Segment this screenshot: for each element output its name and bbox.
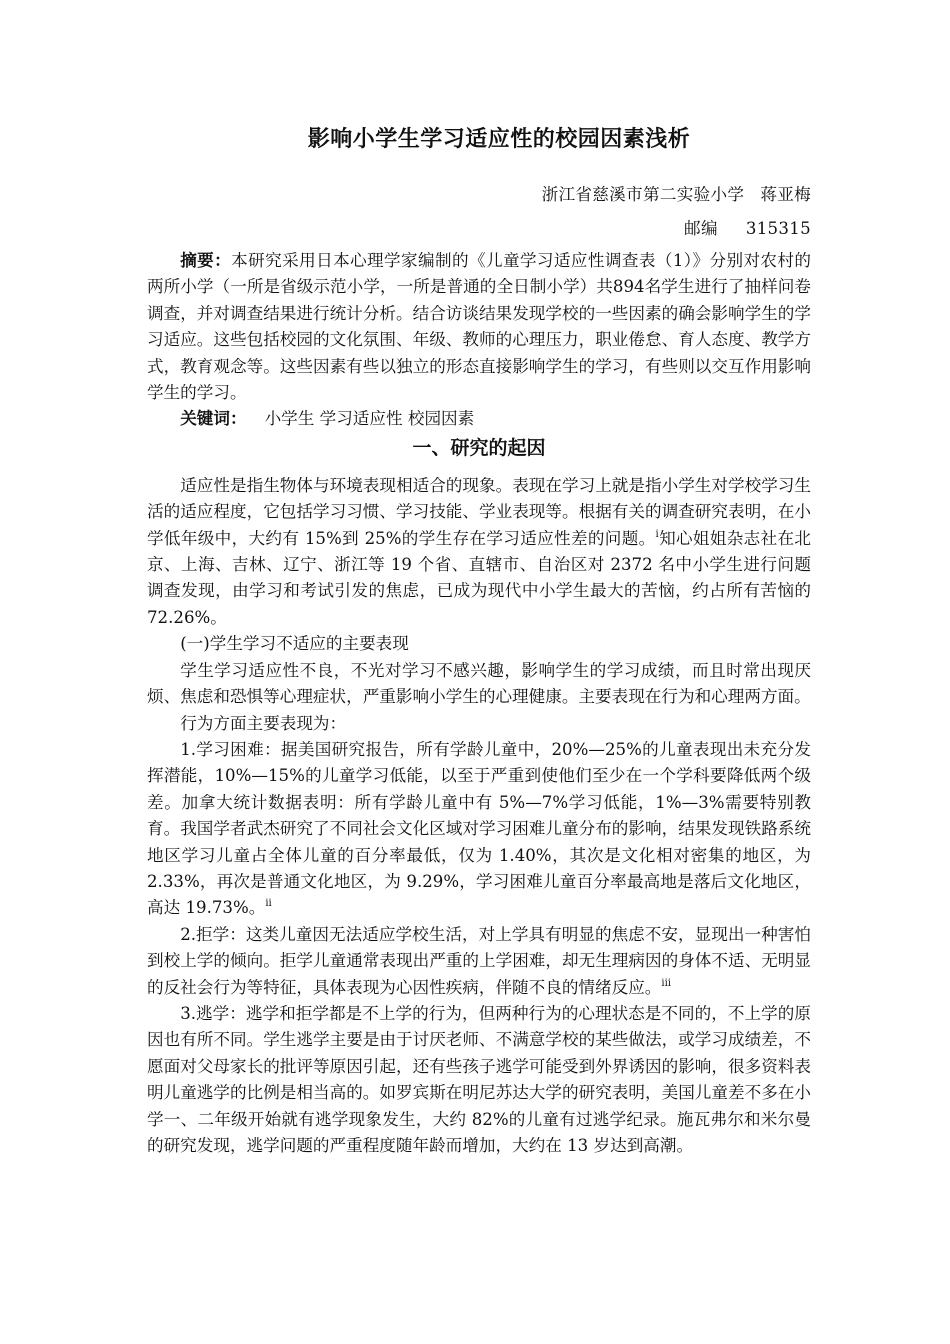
postal-code: 315315 bbox=[745, 219, 811, 238]
paragraph-text-cont: 知心姐姐杂志社在北京、上海、吉林、辽宁、浙江等 19 个省、直辖市、自治区对 2372 名中小学生进行问题调查发现，由学习和考试引发的焦虑，已成为现代中小学生最大的苦恼，约占所有苦恼的 72.26%。 bbox=[147, 528, 812, 627]
abstract-text: 本研究采用日本心理学家编制的《儿童学习适应性调查表（1）》分别对农村的两所小学（一所是省级示范小学，一所是普通的全日制小学）共894名学生进行了抽样问卷调查，并对调查结果进行统计分析。结合访谈结果发现学校的一些因素的确会影响学生的学习适应。这些包括校园的文化氛围、年级、教师的心理压力，职业倦怠、育人态度、教学方式，教育观念等。这些因素有些以独立的形态直接影响学生的学习，有些则以交互作用影响学生的学习。 bbox=[147, 251, 811, 403]
body-paragraph-3: 行为方面主要表现为： bbox=[180, 713, 347, 733]
body-paragraph-1 bbox=[147, 473, 811, 631]
abstract-label: 摘要： bbox=[180, 251, 232, 270]
paper-title: 影响小学生学习适应性的校园因素浅析 bbox=[307, 127, 691, 152]
abstract-paragraph bbox=[147, 248, 811, 406]
keywords-text: 小学生 学习适应性 校园因素 bbox=[264, 409, 475, 429]
footnote-ref-iii: iii bbox=[661, 977, 672, 989]
list-item-3: 3.逃学：逃学和拒学都是不上学的行为，但两种行为的心理状态是不同的，不上学的原因也有所不同。学生逃学主要是由于讨厌老师、不满意学校的某些做法，或学习成绩差，不愿面对父母家长的批评等原因引起，还有些孩子逃学可能受到外界诱因的影响，很多资料表明儿童逃学的比例是相当高的。如罗宾斯在明尼苏达大学的研究表明，美国儿童差不多在小学一、二年级开始就有逃学现象发生，大约 82%的儿童有过逃学纪录。施瓦弗尔和米尔曼的研究发现，逃学问题的严重程度随年龄而增加，大约在 13 岁达到高潮。 bbox=[147, 1003, 811, 1155]
document-page bbox=[147, 120, 811, 1159]
list-item-text: 2.拒学：这类儿童因无法适应学校生活，对上学具有明显的焦虑不安，显现出一种害怕到校上学的倾向。拒学儿童通常表现出严重的上学困难，却无生理病因的身体不适、无明显的反社会行为等特征，具体表现为心因性疾病，伴随不良的情绪反应。 bbox=[147, 924, 811, 997]
list-item-2 bbox=[147, 922, 811, 1001]
keywords-line bbox=[147, 406, 811, 432]
body-paragraph-2: 学生学习适应性不良，不光对学习不感兴趣，影响学生的学习成绩，而且时常出现厌烦、焦虑和恐惧等心理症状，严重影响小学生的心理健康。主要表现在行为和心理两方面。 bbox=[147, 660, 811, 707]
list-item-1 bbox=[147, 737, 811, 922]
subheading: (一)学生学习不适应的主要表现 bbox=[180, 634, 409, 654]
footnote-ref-ii: ii bbox=[265, 898, 272, 910]
postal-label: 邮编 bbox=[684, 219, 718, 238]
author-name: 蒋亚梅 bbox=[760, 185, 811, 204]
paragraph-text: 适应性是指生物体与环境表现相适合的现象。表现在学习上就是指小学生对学校学习生活的适应程度，它包括学习习惯、学习技能、学业表现等。根据有关的调查研究表明，在小学低年级中，大约有 15%到 25%的学生存在学习适应性差的问题。 bbox=[147, 475, 811, 548]
author-school: 浙江省慈溪市第二实验小学 bbox=[541, 185, 745, 204]
footnote-ref-i: i bbox=[655, 528, 659, 540]
list-item-text: 1.学习困难：据美国研究报告，所有学龄儿童中，20%—25%的儿童表现出未充分发挥潜能，10%—15%的儿童学习低能，以至于严重到使他们至少在一个学科要降低两个级差。加拿大统计数据表明：所有学龄儿童中有 5%—7%学习低能，1%—3%需要特别教育。我国学者武杰研究了不同社会文化区域对学习困难儿童分布的影响，结果发现铁路系统地区学习儿童占全体儿童的百分率最低，仅为 1.40%，其次是文化相对密集的地区，为 2.33%，再次是普通文化地区，为 9.29%，学习困难儿童百分率最高地是落后文化地区，高达 19.73%。 bbox=[147, 739, 811, 918]
keywords-label: 关键词： bbox=[180, 409, 247, 429]
postal-line bbox=[147, 212, 811, 246]
author-line bbox=[147, 178, 811, 212]
section-heading: 一、研究的起因 bbox=[412, 436, 546, 459]
